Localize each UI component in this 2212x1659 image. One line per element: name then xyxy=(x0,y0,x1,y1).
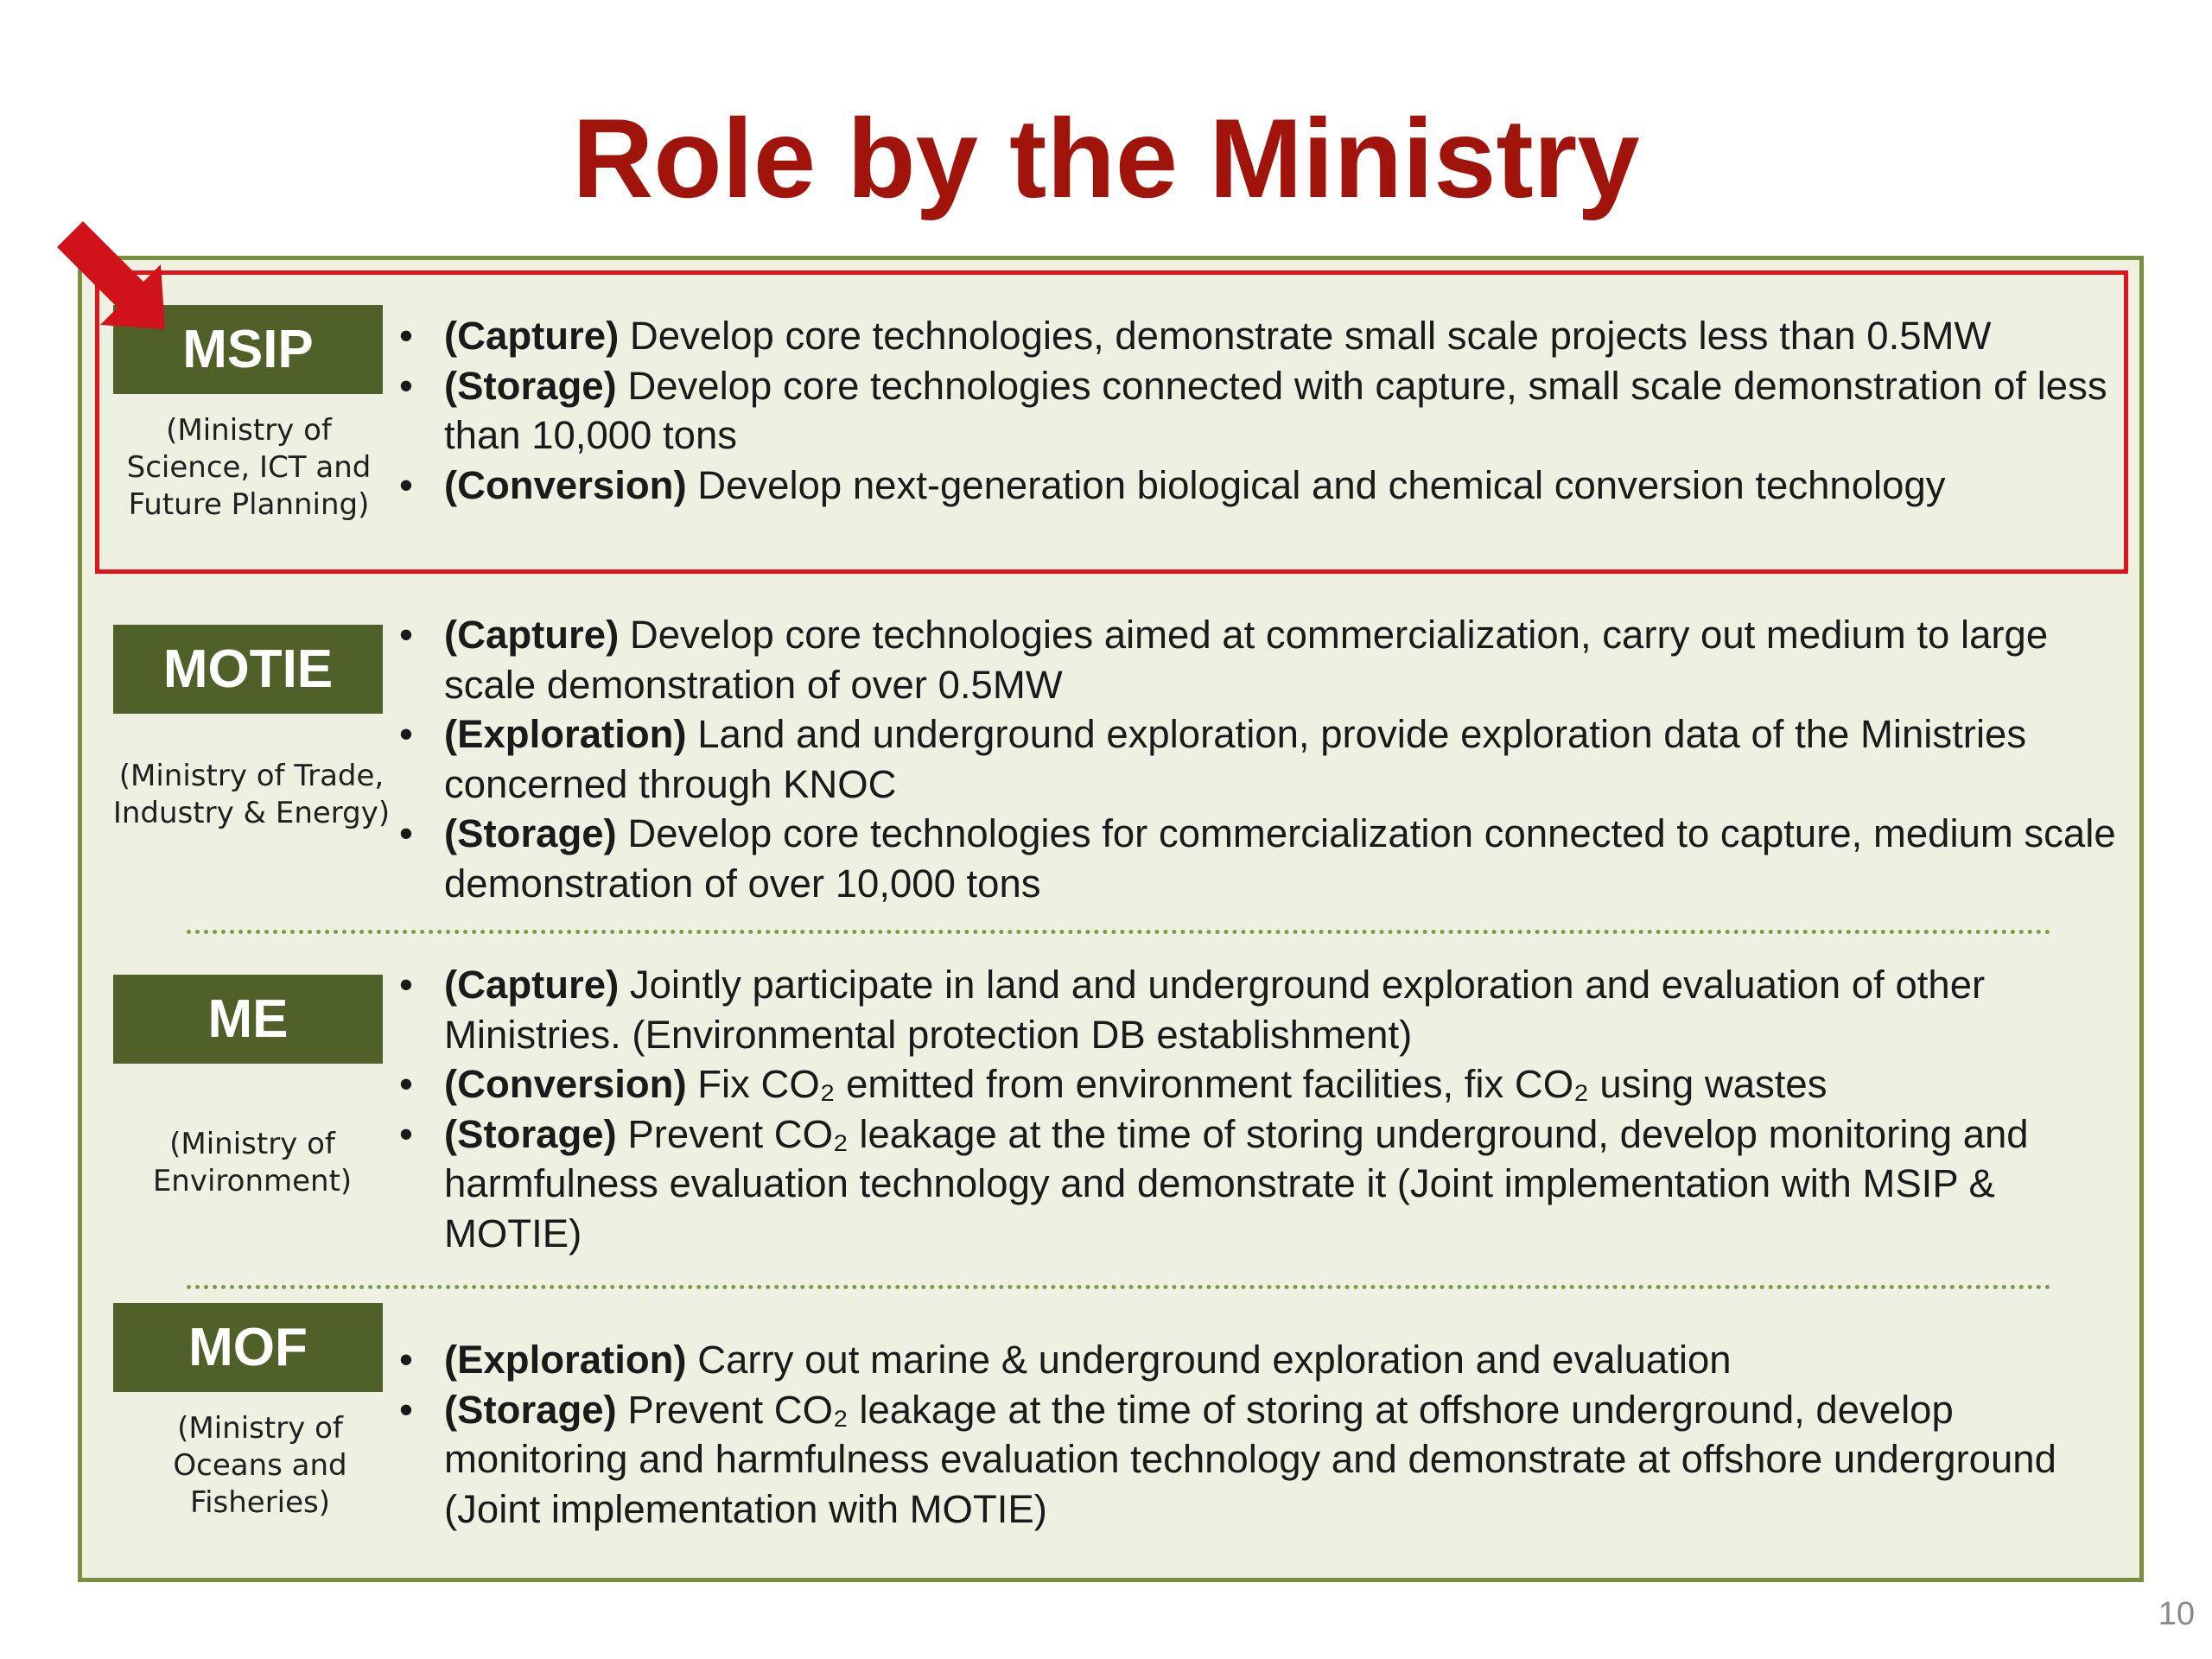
role-item xyxy=(399,809,2127,908)
ministry-fullname-mof: (Ministry of Oceans and Fisheries) xyxy=(173,1411,347,1520)
role-text: Develop next-generation biological and chemical conversion technology xyxy=(686,462,1946,507)
role-text: Prevent CO₂ leakage at the time of storing underground, develop monitoring and harmfulness evaluation technology and demonstrate it (Joint implementation with MSIP & MOTIE) xyxy=(444,1111,2029,1255)
role-text: Develop core technologies for commercialization connected to capture, medium scale demonstration of over 10,000 tons xyxy=(444,811,2116,906)
role-item xyxy=(399,1109,2127,1259)
role-text: Land and underground exploration, provide exploration data of the Ministries concerned through KNOC xyxy=(444,712,2027,806)
role-tag: (Exploration) xyxy=(444,1338,687,1382)
pointer-arrow-icon xyxy=(48,213,178,342)
role-text: Jointly participate in land and underground exploration and evaluation of other Ministries. (Environmental protection DB establishment) xyxy=(444,963,1986,1057)
role-text: Develop core technologies, demonstrate small scale projects less than 0.5MW xyxy=(619,314,1992,358)
ministry-badge-mof: MOF xyxy=(113,1303,383,1392)
role-tag: (Storage) xyxy=(444,1387,617,1432)
role-tag: (Conversion) xyxy=(444,462,687,507)
role-item xyxy=(399,960,2127,1059)
page-number: 10 xyxy=(2158,1596,2195,1632)
role-item xyxy=(399,1385,2127,1535)
role-tag: (Capture) xyxy=(444,613,620,657)
section-divider xyxy=(187,1285,2051,1289)
role-item xyxy=(399,610,2127,709)
role-tag: (Capture) xyxy=(444,314,620,358)
role-tag: (Storage) xyxy=(444,363,617,408)
role-tag: (Storage) xyxy=(444,1111,617,1156)
role-tag: (Storage) xyxy=(444,811,617,856)
role-item xyxy=(399,461,2127,511)
ministry-badge-motie: MOTIE xyxy=(113,625,383,714)
ministry-badge-msip: MSIP xyxy=(113,305,383,394)
role-item xyxy=(399,361,2127,461)
section-divider xyxy=(187,930,2051,934)
ministry-badge-me: ME xyxy=(113,975,383,1064)
role-item xyxy=(399,311,2127,361)
role-text: Carry out marine & underground exploration and evaluation xyxy=(686,1338,1732,1382)
ministry-fullname-msip: (Ministry of Science, ICT and Future Planning) xyxy=(126,413,372,522)
role-list-msip xyxy=(399,311,2127,510)
role-text: Fix CO₂ emitted from environment facilities, fix CO₂ using wastes xyxy=(686,1062,1827,1107)
role-item xyxy=(399,709,2127,809)
slide-title: Role by the Ministry xyxy=(572,95,1640,221)
role-text: Develop core technologies aimed at commercialization, carry out medium to large scale demonstration of over 0.5MW xyxy=(444,613,2049,707)
role-list-mof xyxy=(399,1335,2127,1534)
role-item xyxy=(399,1059,2127,1109)
role-tag: (Conversion) xyxy=(444,1062,687,1107)
role-item xyxy=(399,1335,2127,1385)
ministry-fullname-motie: (Ministry of Trade, Industry & Energy) xyxy=(112,759,391,830)
role-list-me xyxy=(399,960,2127,1259)
role-tag: (Exploration) xyxy=(444,712,687,757)
role-list-motie xyxy=(399,610,2127,909)
role-text: Develop core technologies connected with capture, small scale demonstration of less than 10,000 tons xyxy=(444,363,2107,458)
role-tag: (Capture) xyxy=(444,963,620,1007)
ministry-fullname-me: (Ministry of Environment) xyxy=(152,1127,353,1198)
role-text: Prevent CO₂ leakage at the time of storing at offshore underground, develop monitoring and harmfulness evaluation technology and demonstrate at offshore underground (Joint implementation with MOTIE) xyxy=(444,1387,2056,1531)
